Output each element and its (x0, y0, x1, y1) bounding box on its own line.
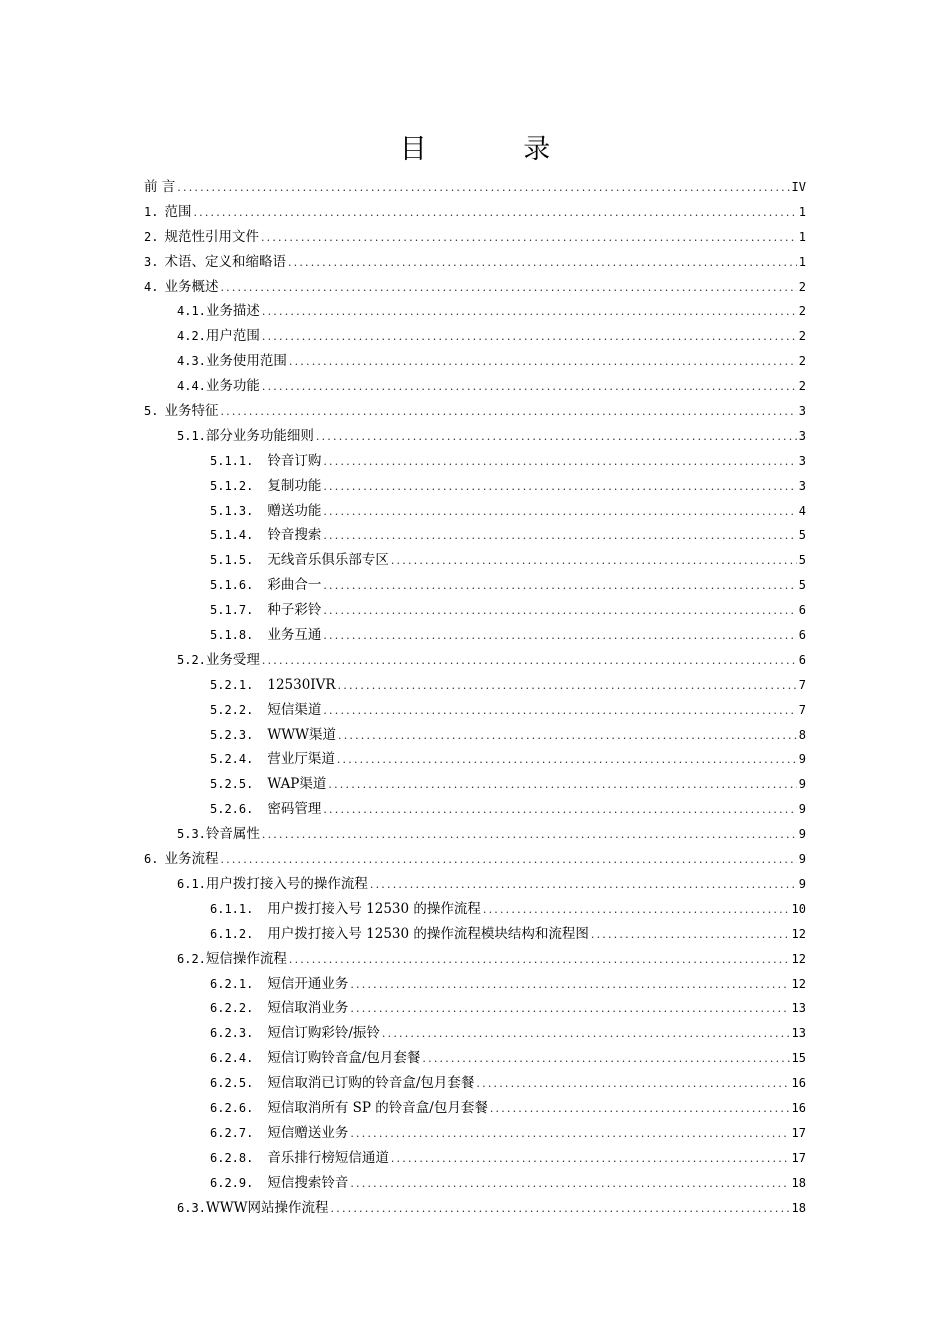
toc-entry[interactable] (144, 1196, 806, 1221)
toc-entry-title: 短信取消业务 (267, 1000, 349, 1017)
toc-entry-number: 4.4. (177, 379, 206, 394)
toc-dot-leader (220, 848, 796, 873)
toc-entry-number: 5.1.5. (210, 553, 254, 568)
toc-entry[interactable] (144, 1096, 806, 1121)
toc-entry[interactable] (144, 1071, 806, 1096)
toc-entry-number: 6.1.1. (210, 901, 254, 916)
toc-dot-leader (391, 1147, 790, 1172)
toc-entry[interactable] (144, 698, 806, 723)
toc-entry[interactable] (144, 399, 806, 424)
toc-entry[interactable] (144, 897, 806, 922)
toc-entry-number: 6.1. (177, 876, 206, 891)
toc-entry[interactable] (144, 374, 806, 399)
toc-entry-page-number: 6 (798, 628, 806, 643)
toc-entry-page-number: 5 (798, 528, 806, 543)
toc-entry-page-number: 1 (798, 254, 806, 269)
toc-entry-title: 短信订购彩铃/振铃 (267, 1025, 380, 1042)
toc-entry[interactable] (144, 250, 806, 275)
toc-entry-title: 业务流程 (164, 851, 219, 868)
toc-entry-number: 5.2.2. (210, 702, 254, 717)
toc-entry-number: 5.1.3. (210, 503, 254, 518)
toc-entry-number: 6.2.2. (210, 1001, 254, 1016)
toc-entry[interactable] (144, 996, 806, 1021)
toc-entry-number: 2. (144, 229, 159, 244)
toc-entry[interactable] (144, 1046, 806, 1071)
toc-entry-title: WWW渠道 (267, 726, 336, 743)
toc-entry-page-number: 2 (798, 279, 806, 294)
table-of-contents (144, 175, 806, 1220)
toc-dot-leader (261, 226, 797, 251)
toc-entry-title: 范围 (164, 203, 192, 220)
toc-dot-leader (220, 400, 796, 425)
toc-entry-number: 4.1. (177, 304, 206, 319)
toc-entry-title: 铃音搜索 (267, 527, 322, 544)
toc-entry-page-number: 2 (798, 379, 806, 394)
toc-entry-number: 6.2.1. (210, 976, 254, 991)
toc-entry-title: 彩曲合一 (267, 577, 322, 594)
toc-entry[interactable] (144, 922, 806, 947)
toc-dot-leader (331, 1197, 790, 1222)
toc-entry-title: 业务描述 (205, 303, 260, 320)
toc-entry[interactable] (144, 424, 806, 449)
toc-entry-title: 用户拨打接入号 12530 的操作流程模块结构和流程图 (267, 925, 589, 942)
toc-entry-title: 规范性引用文件 (164, 228, 259, 245)
toc-dot-leader (350, 997, 789, 1022)
toc-entry-page-number: 4 (798, 503, 806, 518)
toc-dot-leader (323, 450, 796, 475)
toc-dot-leader (476, 1072, 789, 1097)
toc-dot-leader (323, 475, 796, 500)
toc-entry-title: WWW网站操作流程 (205, 1199, 329, 1216)
toc-entry-number: 5.1.2. (210, 478, 254, 493)
toc-entry[interactable] (144, 648, 806, 673)
toc-entry-page-number: 3 (798, 404, 806, 419)
toc-dot-leader (350, 1122, 789, 1147)
toc-entry[interactable] (144, 822, 806, 847)
toc-entry[interactable] (144, 548, 806, 573)
toc-entry-title: 业务互通 (267, 627, 322, 644)
toc-dot-leader (422, 1047, 789, 1072)
toc-entry-number: 5.1.7. (210, 603, 254, 618)
toc-dot-leader (288, 251, 797, 276)
toc-entry-number: 6. (144, 852, 159, 867)
toc-entry-page-number: 9 (798, 777, 806, 792)
toc-dot-leader (289, 948, 790, 973)
toc-entry-page-number: 9 (798, 852, 806, 867)
toc-entry-number: 6.3. (177, 1200, 206, 1215)
toc-entry-number: 6.2.9. (210, 1175, 254, 1190)
toc-entry-title: 业务功能 (205, 378, 260, 395)
page-title: 目 录 (399, 134, 595, 165)
toc-dot-leader (262, 375, 797, 400)
toc-entry-title: 铃音订购 (267, 452, 322, 469)
toc-entry[interactable] (144, 947, 806, 972)
toc-entry-page-number: 12 (791, 951, 806, 966)
toc-entry-page-number: 13 (791, 1001, 806, 1016)
toc-entry[interactable] (144, 972, 806, 997)
toc-entry-number: 5.1.4. (210, 528, 254, 543)
toc-entry-number: 5.2.4. (210, 752, 254, 767)
toc-entry-number: 5.2.3. (210, 727, 254, 742)
toc-entry-title: 术语、定义和缩略语 (164, 253, 286, 270)
toc-entry-title: 铃音属性 (205, 826, 260, 843)
toc-entry-page-number: 3 (798, 428, 806, 443)
toc-dot-leader (483, 898, 790, 923)
toc-entry-number: 1. (144, 204, 159, 219)
toc-entry-title: 短信赠送业务 (267, 1124, 349, 1141)
toc-entry-page-number: 18 (791, 1200, 806, 1215)
toc-entry-page-number: 7 (798, 702, 806, 717)
toc-entry-number: 5.3. (177, 827, 206, 842)
toc-entry-title: 种子彩铃 (267, 602, 322, 619)
toc-entry-page-number: 16 (791, 1100, 806, 1115)
toc-entry-page-number: 6 (798, 652, 806, 667)
toc-entry-number: 3. (144, 254, 159, 269)
toc-entry-title: 短信订购铃音盒/包月套餐 (267, 1050, 421, 1067)
toc-entry-page-number: 18 (791, 1175, 806, 1190)
toc-entry-title: 短信开通业务 (267, 975, 349, 992)
toc-entry[interactable] (144, 772, 806, 797)
toc-entry-page-number: 2 (798, 304, 806, 319)
toc-dot-leader (323, 798, 796, 823)
toc-entry-number: 5.1.8. (210, 628, 254, 643)
toc-entry[interactable] (144, 299, 806, 324)
toc-dot-leader (262, 300, 797, 325)
toc-entry-title: 业务特征 (164, 403, 219, 420)
toc-entry-number: 4.3. (177, 354, 206, 369)
toc-entry-page-number: 9 (798, 827, 806, 842)
toc-dot-leader (193, 201, 796, 226)
toc-entry[interactable] (144, 200, 806, 225)
toc-dot-leader (591, 923, 790, 948)
toc-entry-title: 用户范围 (205, 328, 260, 345)
toc-entry-number: 5.2.1. (210, 677, 254, 692)
toc-entry-page-number: IV (791, 180, 806, 194)
toc-dot-leader (323, 524, 796, 549)
toc-entry[interactable] (144, 747, 806, 772)
toc-entry-title: 无线音乐俱乐部专区 (267, 552, 389, 569)
toc-entry-title: 短信取消已订购的铃音盒/包月套餐 (267, 1075, 475, 1092)
toc-entry-page-number: 1 (798, 204, 806, 219)
toc-dot-leader (177, 176, 789, 201)
toc-entry-page-number: 13 (791, 1026, 806, 1041)
toc-entry-title: 短信渠道 (267, 701, 322, 718)
toc-entry-title: 密码管理 (267, 801, 322, 818)
toc-entry-number: 4. (144, 279, 159, 294)
toc-entry-title: 业务使用范围 (205, 353, 287, 370)
toc-entry[interactable] (144, 175, 806, 200)
toc-entry[interactable] (144, 499, 806, 524)
toc-dot-leader (289, 350, 797, 375)
toc-dot-leader (316, 425, 797, 450)
toc-dot-leader (323, 699, 796, 724)
toc-entry-page-number: 17 (791, 1125, 806, 1140)
toc-entry[interactable] (144, 1171, 806, 1196)
toc-entry[interactable] (144, 1121, 806, 1146)
toc-entry-number: 6.2.3. (210, 1026, 254, 1041)
toc-entry-number: 5.2.5. (210, 777, 254, 792)
toc-entry-title: 部分业务功能细则 (205, 427, 314, 444)
toc-dot-leader (262, 649, 797, 674)
toc-entry[interactable] (144, 723, 806, 748)
toc-dot-leader (323, 624, 796, 649)
toc-entry[interactable] (144, 872, 806, 897)
toc-entry-title: 12530IVR (267, 676, 336, 693)
toc-entry-title: WAP渠道 (267, 776, 327, 793)
toc-dot-leader (338, 724, 797, 749)
toc-entry-page-number: 1 (798, 229, 806, 244)
toc-dot-leader (328, 773, 796, 798)
toc-entry-number: 5.1.6. (210, 578, 254, 593)
toc-entry[interactable] (144, 349, 806, 374)
toc-entry-page-number: 16 (791, 1076, 806, 1091)
toc-entry-page-number: 9 (798, 876, 806, 891)
toc-entry[interactable] (144, 598, 806, 623)
toc-entry-page-number: 3 (798, 453, 806, 468)
toc-entry-title: 短信操作流程 (205, 950, 287, 967)
toc-entry-page-number: 10 (791, 901, 806, 916)
toc-entry-number: 5.2. (177, 652, 206, 667)
toc-dot-leader (370, 873, 797, 898)
toc-entry-title: 用户拨打接入号的操作流程 (205, 875, 368, 892)
toc-entry-page-number: 12 (791, 976, 806, 991)
toc-dot-leader (323, 599, 796, 624)
toc-entry-page-number: 6 (798, 603, 806, 618)
toc-entry-page-number: 17 (791, 1150, 806, 1165)
toc-entry[interactable] (144, 673, 806, 698)
toc-entry[interactable] (144, 623, 806, 648)
toc-entry-number: 5.1.1. (210, 453, 254, 468)
toc-dot-leader (323, 500, 796, 525)
toc-entry-number: 5.1. (177, 428, 206, 443)
toc-entry-title: 短信取消所有 SP 的铃音盒/包月套餐 (267, 1099, 488, 1116)
toc-dot-leader (382, 1022, 790, 1047)
toc-dot-leader (323, 574, 796, 599)
toc-dot-leader (338, 674, 797, 699)
toc-entry-title: 业务受理 (205, 651, 260, 668)
toc-entry-number: 6.2.5. (210, 1076, 254, 1091)
toc-entry[interactable] (144, 324, 806, 349)
toc-dot-leader (391, 549, 797, 574)
toc-entry-page-number: 15 (791, 1051, 806, 1066)
toc-entry[interactable] (144, 847, 806, 872)
toc-dot-leader (262, 325, 797, 350)
toc-entry-page-number: 5 (798, 553, 806, 568)
toc-entry-page-number: 2 (798, 329, 806, 344)
toc-entry-page-number: 7 (798, 677, 806, 692)
toc-entry-title: 前 言 (144, 179, 176, 195)
toc-entry-title: 音乐排行榜短信通道 (267, 1149, 389, 1166)
toc-entry-page-number: 2 (798, 354, 806, 369)
toc-entry-number: 4.2. (177, 329, 206, 344)
toc-entry[interactable] (144, 1021, 806, 1046)
toc-entry[interactable] (144, 474, 806, 499)
toc-entry[interactable] (144, 225, 806, 250)
toc-entry[interactable] (144, 797, 806, 822)
toc-entry[interactable] (144, 573, 806, 598)
toc-dot-leader (350, 973, 789, 998)
toc-entry-title: 赠送功能 (267, 502, 322, 519)
toc-dot-leader (350, 1172, 789, 1197)
toc-entry-page-number: 9 (798, 752, 806, 767)
toc-entry[interactable] (144, 1146, 806, 1171)
toc-entry-title: 用户拨打接入号 12530 的操作流程 (267, 900, 481, 917)
toc-entry-page-number: 8 (798, 727, 806, 742)
toc-entry-title: 复制功能 (267, 477, 322, 494)
toc-entry-number: 5.2.6. (210, 802, 254, 817)
toc-dot-leader (337, 748, 797, 773)
toc-dot-leader (262, 823, 797, 848)
toc-entry-number: 6.2.6. (210, 1100, 254, 1115)
toc-entry[interactable] (144, 275, 806, 300)
toc-entry-title: 营业厅渠道 (267, 751, 335, 768)
toc-entry-number: 6.2.8. (210, 1150, 254, 1165)
toc-entry-page-number: 12 (791, 926, 806, 941)
toc-dot-leader (490, 1097, 790, 1122)
toc-entry-number: 6.2.7. (210, 1125, 254, 1140)
toc-entry[interactable] (144, 523, 806, 548)
toc-entry-number: 5. (144, 404, 159, 419)
toc-entry-page-number: 9 (798, 802, 806, 817)
toc-entry-number: 6.2.4. (210, 1051, 254, 1066)
toc-entry-title: 短信搜索铃音 (267, 1174, 349, 1191)
toc-entry[interactable] (144, 449, 806, 474)
toc-entry-number: 6.1.2. (210, 926, 254, 941)
toc-entry-page-number: 3 (798, 478, 806, 493)
toc-entry-page-number: 5 (798, 578, 806, 593)
toc-entry-number: 6.2. (177, 951, 206, 966)
toc-dot-leader (220, 276, 796, 301)
toc-entry-title: 业务概述 (164, 278, 219, 295)
